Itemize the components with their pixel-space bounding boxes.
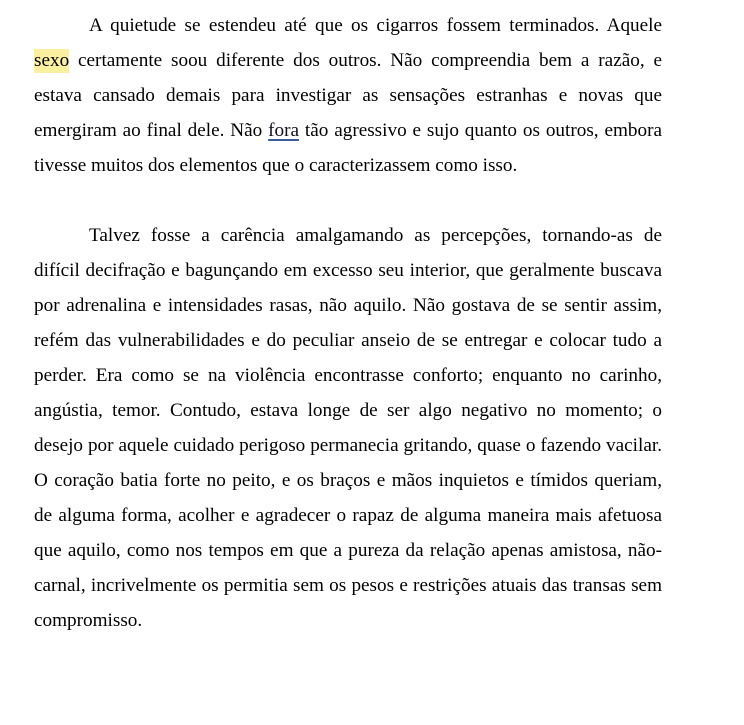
- body-paragraph: [34, 8, 662, 183]
- document-body[interactable]: [34, 8, 662, 638]
- paragraph-text-run: tão agressivo e sujo quanto os outros, embora tivesse muitos dos elementos que o caracterizassem como isso.: [34, 120, 663, 176]
- body-paragraph: [34, 218, 662, 638]
- paragraph-text-run: A quietude se estendeu até que os cigarros fossem terminados. Aquele: [89, 15, 662, 36]
- underlined-text[interactable]: fora: [268, 120, 300, 141]
- highlighted-text[interactable]: sexo: [34, 50, 70, 71]
- paragraph-text-run: Talvez fosse a carência amalgamando as percepções, tornando-as de difícil decifração e bagunçando em excesso seu interior, que geralmente buscava por adrenalina e intensidades rasas, não aquilo. Não gostava de se sentir assim, refém das vulnerabilidades e do peculiar anseio de se entregar e colocar tudo a perder. Era como se na violência encontrasse conforto; enquanto no carinho, angústia, temor. Contudo, estava longe de ser algo negativo no momento; o desejo por aquele cuidado perigoso permanecia gritando, quase o fazendo vacilar. O coração batia forte no peito, e os braços e mãos inquietos e tímidos queriam, de alguma forma, acolher e agradecer o rapaz de alguma maneira mais afetuosa que aquilo, como nos tempos em que a pureza da relação apenas amistosa, não-carnal, incrivelmente os permitia sem os pesos e restrições atuais das transas sem compromisso.: [34, 225, 662, 631]
- paragraph-text-run: certamente soou diferente dos outros. Não compreendia bem a razão, e estava cansado demais para investigar as sensações estranhas e novas que emergiram ao final dele. Não: [34, 50, 662, 141]
